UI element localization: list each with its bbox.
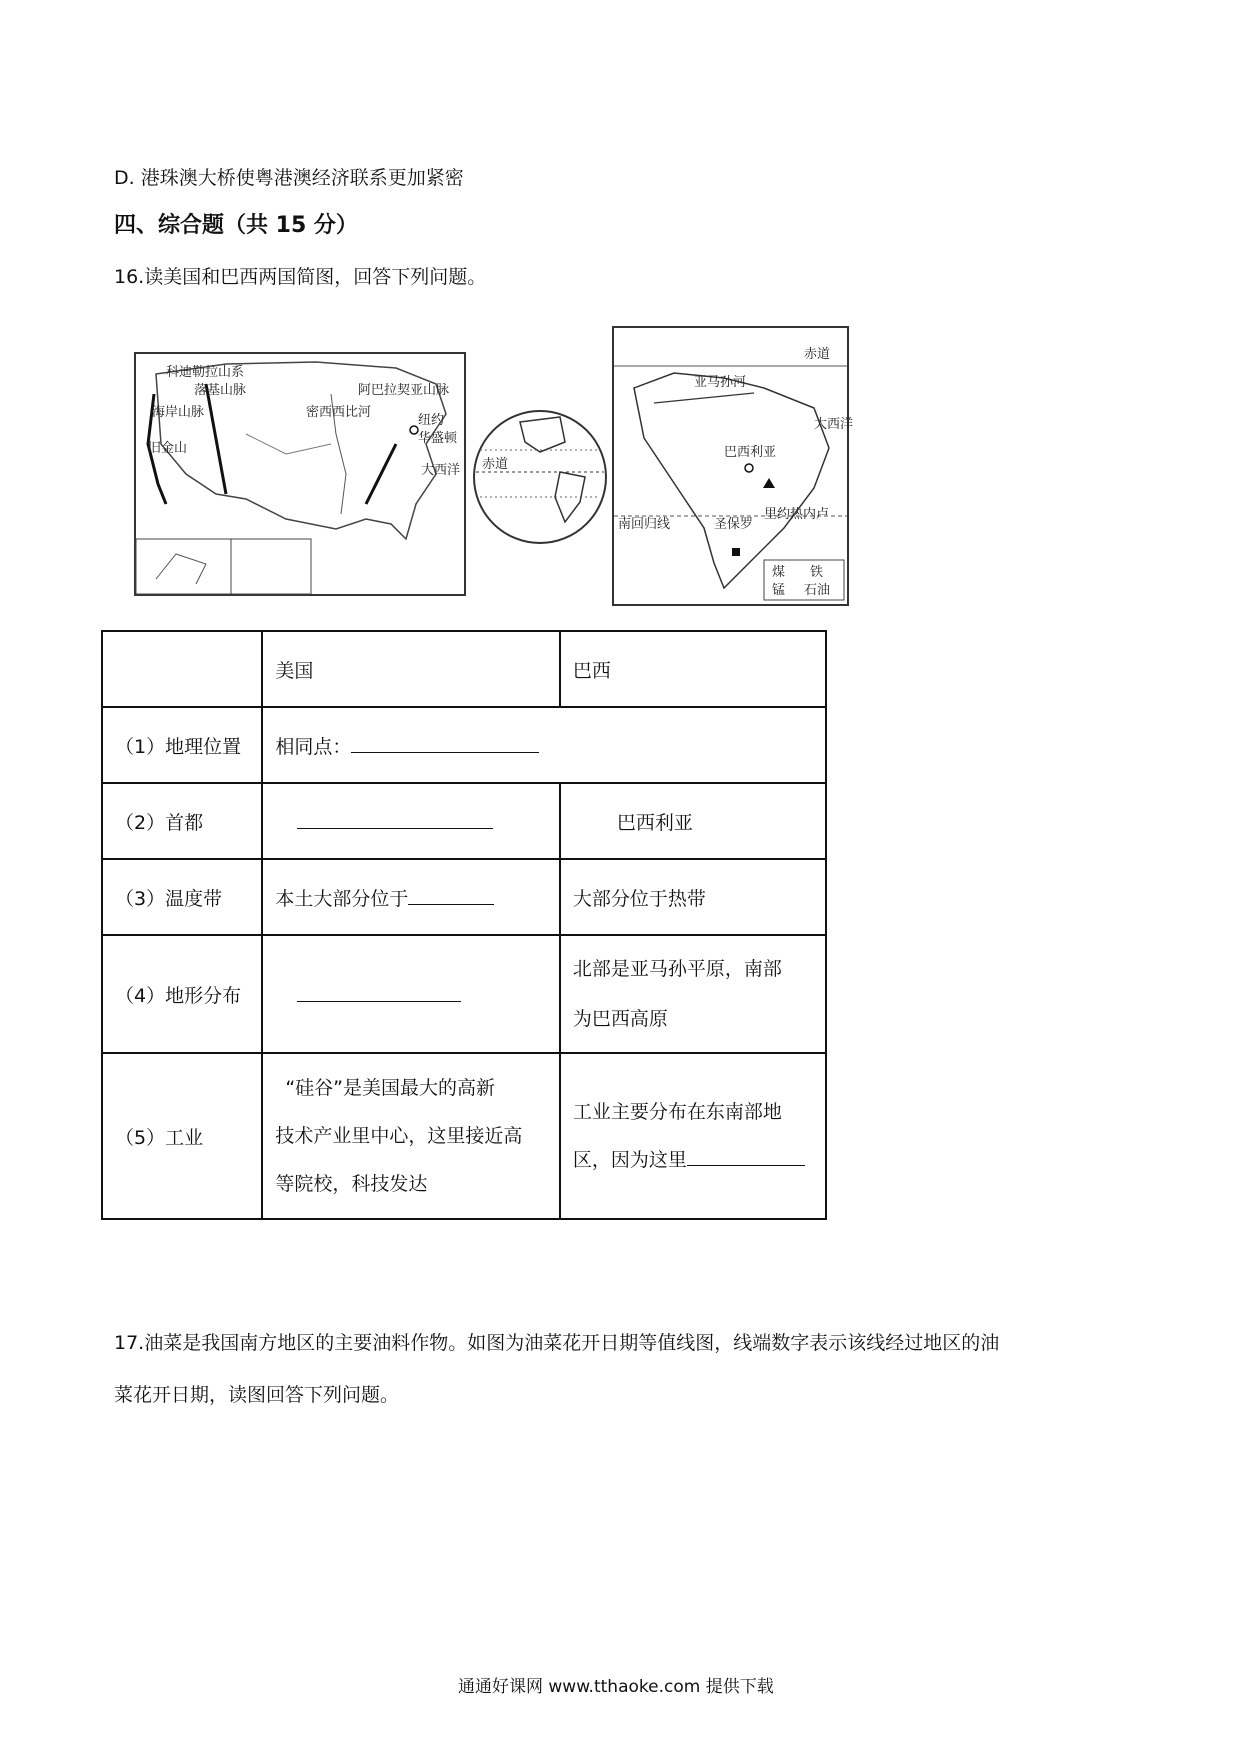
answer-blank-temperature[interactable] — [408, 883, 494, 905]
label-brasilia: 巴西利亚 — [724, 445, 777, 460]
section-title: 四、综合题（共 15 分） — [114, 213, 358, 238]
label-brazil-equator: 赤道 — [804, 347, 831, 362]
brazil-capital-cell — [560, 783, 826, 859]
brazil-industry-line-1: 工业主要分布在东南部地 — [572, 1101, 782, 1123]
table-row — [102, 707, 826, 783]
usa-temperature-cell — [262, 859, 560, 935]
header-usa: 美国 — [262, 631, 560, 707]
legend-coal: 煤 — [772, 565, 786, 580]
brazil-capital-value: 巴西利亚 — [616, 811, 693, 834]
page-footer: 通通好课网 www.tthaoke.com 提供下载 — [458, 1677, 774, 1697]
usa-temperature-prefix: 本土大部分位于 — [275, 887, 409, 910]
dc-marker — [410, 426, 418, 434]
comparison-table — [101, 630, 827, 1220]
label-usa-atlantic: 大西洋 — [421, 463, 461, 478]
row-label-temperature: （3）温度带 — [102, 859, 262, 935]
answer-blank-location[interactable] — [351, 731, 539, 753]
row-label-terrain: （4）地形分布 — [102, 935, 262, 1053]
location-cell — [262, 707, 826, 783]
legend-manganese: 锰 — [772, 583, 786, 598]
label-appalachian: 阿巴拉契亚山脉 — [358, 383, 450, 398]
answer-blank-capital[interactable] — [297, 808, 493, 830]
label-coast-range: 海岸山脉 — [152, 405, 205, 420]
usa-industry-line-2: 技术产业里中心，这里接近高 — [275, 1125, 523, 1147]
label-amazon: 亚马孙河 — [694, 375, 747, 390]
label-globe-equator: 赤道 — [482, 457, 509, 472]
question-17-line-1: 17.油菜是我国南方地区的主要油料作物。如图为油菜花开日期等值线图，线端数字表示该线经过地区的油 — [114, 1332, 1000, 1354]
globe — [470, 402, 610, 552]
brazil-terrain-line-1: 北部是亚马孙平原，南部 — [572, 958, 782, 980]
usa-industry-line-3: 等院校，科技发达 — [275, 1173, 428, 1195]
header-brazil: 巴西 — [560, 631, 826, 707]
usa-map — [134, 352, 466, 596]
answer-blank-terrain[interactable] — [297, 981, 461, 1003]
coal-marker — [732, 548, 740, 556]
label-cordillera: 科迪勒拉山系 — [166, 365, 245, 380]
table-row — [102, 935, 826, 1053]
table-corner-cell — [102, 631, 262, 707]
location-common-prefix: 相同点： — [275, 735, 352, 758]
usa-map-drawing — [136, 354, 464, 594]
usa-terrain-cell — [262, 935, 560, 1053]
row-label-industry: （5）工业 — [102, 1053, 262, 1219]
brazil-map — [612, 326, 854, 606]
label-mississippi: 密西西比河 — [306, 405, 372, 420]
usa-capital-cell — [262, 783, 560, 859]
table-header-row — [102, 631, 826, 707]
option-d: D. 港珠澳大桥使粤港澳经济联系更加紧密 — [114, 167, 464, 189]
table-row — [102, 783, 826, 859]
question-17-line-2: 菜花开日期，读图回答下列问题。 — [114, 1384, 400, 1406]
usa-industry-line-1: “硅谷”是美国最大的高新 — [285, 1077, 496, 1099]
brazil-terrain-cell — [560, 935, 826, 1053]
label-sao-paulo: 圣保罗 — [714, 517, 754, 532]
brazil-industry-line-2: 区，因为这里 — [572, 1149, 687, 1171]
table-row — [102, 1053, 826, 1219]
brazil-industry-cell — [560, 1053, 826, 1219]
legend-iron: 铁 — [810, 565, 824, 580]
label-tropic: 南回归线 — [618, 517, 671, 532]
iron-marker — [763, 478, 775, 488]
brazil-terrain-line-2: 为巴西高原 — [572, 1008, 668, 1030]
label-brazil-atlantic: 大西洋 — [814, 417, 854, 432]
legend-oil: 石油 — [804, 583, 831, 598]
label-dc: 华盛顿 — [418, 431, 458, 446]
question-16-prompt: 16.读美国和巴西两国简图，回答下列问题。 — [114, 266, 487, 288]
label-rio: 里约热内卢 — [764, 507, 830, 522]
usa-industry-cell — [262, 1053, 560, 1219]
row-label-capital: （2）首都 — [102, 783, 262, 859]
answer-blank-industry[interactable] — [687, 1144, 805, 1166]
label-rockies: 落基山脉 — [194, 383, 247, 398]
brasilia-marker — [745, 464, 753, 472]
brazil-temperature-value: 大部分位于热带 — [560, 859, 826, 935]
label-sf: 旧金山 — [148, 441, 188, 456]
table-row — [102, 859, 826, 935]
brazil-map-drawing — [614, 328, 854, 604]
label-ny: 纽约 — [418, 413, 445, 428]
row-label-location: （1）地理位置 — [102, 707, 262, 783]
